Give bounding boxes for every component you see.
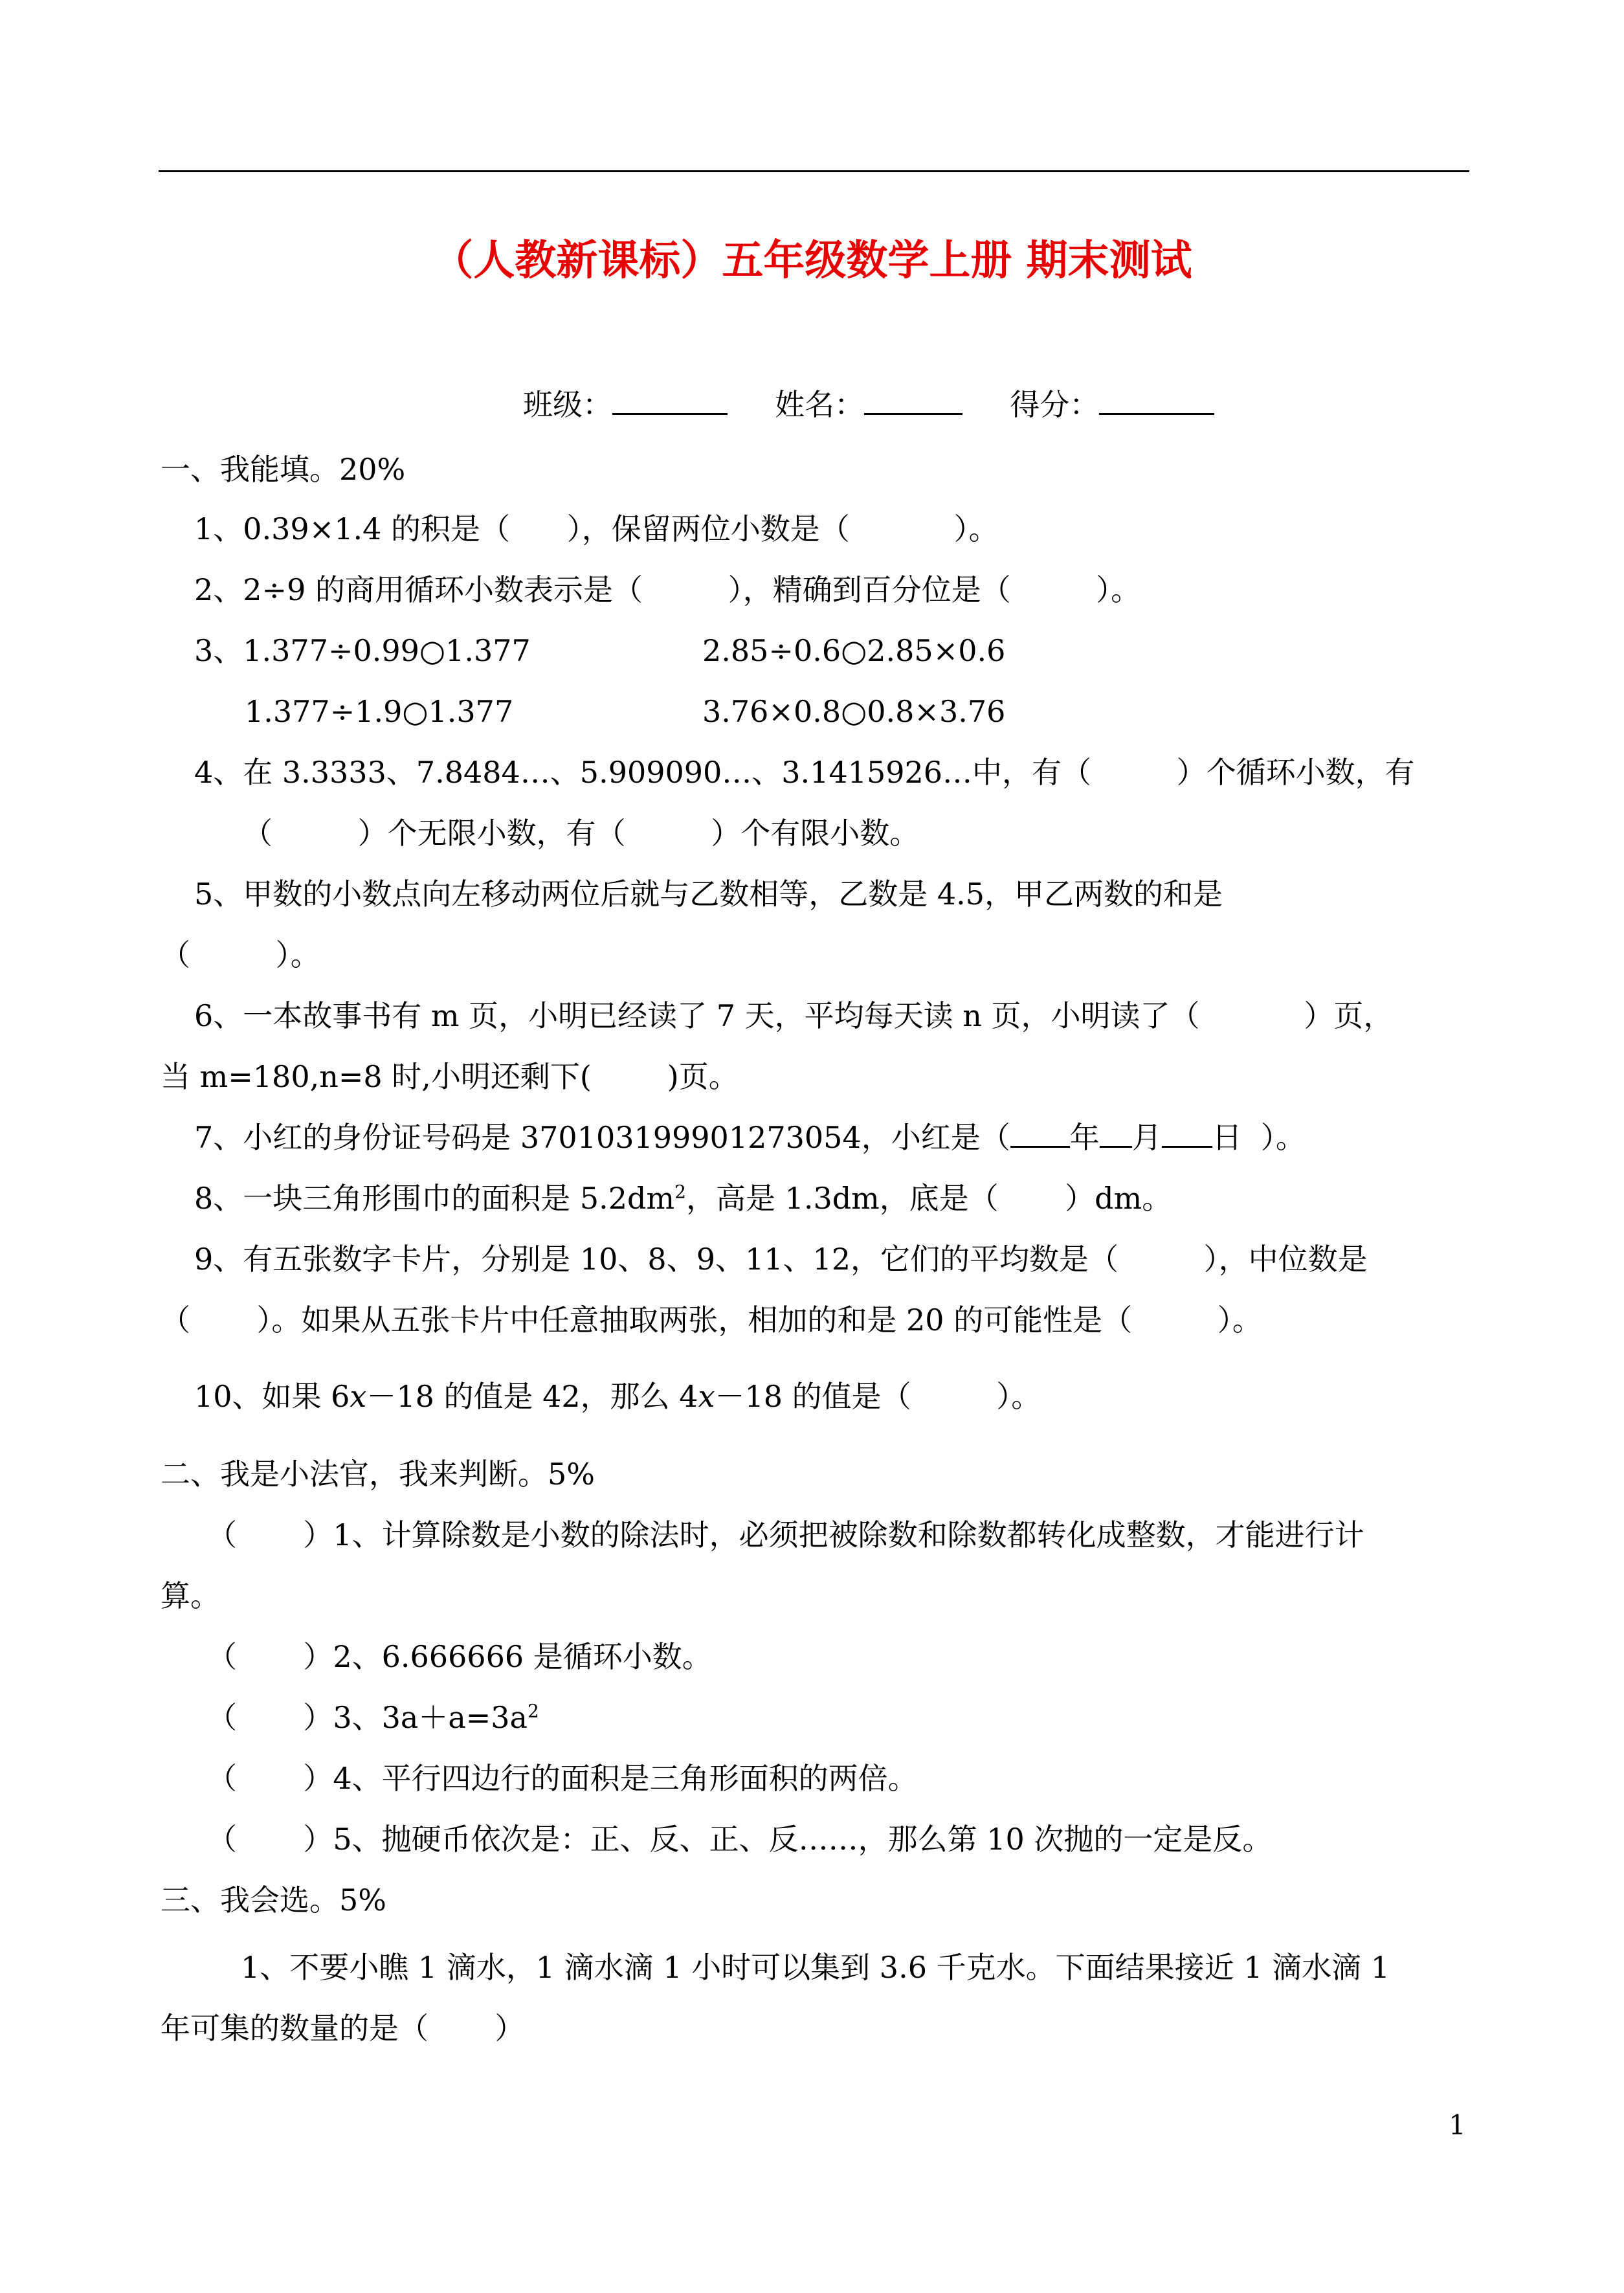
question-5b: （ ）。 [161, 937, 320, 972]
score-label: 得分： [1010, 387, 1100, 422]
question-9b: （ ）。如果从五张卡片中任意抽取两张，相加的和是 20 的可能性是（ ）。 [161, 1303, 1262, 1337]
section3-heading: 三、我会选。5% [161, 1883, 386, 1918]
question-7: 7、小红的身份证号码是 370103199901273054，小红是（ 年 月 日 ）。 [194, 1120, 1306, 1155]
name-label: 姓名： [775, 387, 865, 422]
choice-1b: 年可集的数量的是（ ） [161, 2011, 525, 2046]
question-6a: 6、一本故事书有 m 页，小明已经读了 7 天，平均每天读 n 页，小明读了（ ）页， [194, 998, 1394, 1033]
question-3b: 2.85÷0.6○2.85×0.6 [702, 633, 1006, 668]
student-info-row [523, 387, 1214, 423]
score-blank [1099, 387, 1214, 415]
year-blank [1010, 1120, 1070, 1148]
judge-1a: （ ）1、计算除数是小数的除法时，必须把被除数和除数都转化成整数，才能进行计 [207, 1517, 1364, 1552]
month-blank [1100, 1120, 1132, 1148]
question-3c: 1.377÷1.9○1.377 [245, 694, 514, 729]
question-1: 1、0.39×1.4 的积是（ ），保留两位小数是（ ）。 [194, 511, 999, 546]
section1-heading: 一、我能填。20% [161, 452, 406, 487]
judge-2: （ ）2、6.666666 是循环小数。 [207, 1639, 712, 1674]
class-label: 班级： [523, 387, 612, 422]
day-blank [1162, 1120, 1212, 1148]
question-10: 10、如果 6x－18 的值是 42，那么 4x－18 的值是（ ）。 [194, 1379, 1041, 1414]
judge-3: （ ）3、$3a+a=3a^2$ [207, 1700, 539, 1735]
question-8: 8、一块三角形围巾的面积是 $5.2dm^2$，高是 1.3dm，底是（ ）dm。 [194, 1181, 1172, 1216]
name-blank [864, 387, 962, 415]
question-5a: 5、甲数的小数点向左移动两位后就与乙数相等，乙数是 4.5，甲乙两数的和是 [194, 877, 1223, 912]
page-title: （人教新课标）五年级数学上册 期末测试 [432, 236, 1192, 285]
question-4a: 4、在 3.3333、7.8484…、5.909090…、3.1415926…中，有（ ）个循环小数，有 [194, 755, 1415, 790]
class-blank [612, 387, 728, 415]
page-number: 1 [1449, 2109, 1466, 2141]
question-3a: 3、1.377÷0.99○1.377 [194, 633, 531, 668]
question-3d: 3.76×0.8○0.8×3.76 [702, 694, 1006, 729]
question-9a: 9、有五张数字卡片，分别是 10、8、9、11、12，它们的平均数是（ ），中位数是 [194, 1242, 1368, 1277]
question-4b: （ ）个无限小数，有（ ）个有限小数。 [243, 816, 920, 851]
question-2: 2、2÷9 的商用循环小数表示是（ ），精确到百分位是（ ）。 [194, 572, 1141, 607]
judge-5: （ ）5、抛硬币依次是：正、反、正、反……，那么第 10 次抛的一定是反。 [207, 1822, 1273, 1857]
section2-heading: 二、我是小法官，我来判断。5% [161, 1457, 595, 1492]
header-rule [159, 170, 1469, 172]
choice-1a: 1、不要小瞧 1 滴水，1 滴水滴 1 小时可以集到 3.6 千克水。下面结果接近 1 滴水滴 1 [241, 1950, 1390, 1985]
judge-4: （ ）4、平行四边行的面积是三角形面积的两倍。 [207, 1761, 918, 1796]
question-6b: 当 m=180,n=8 时,小明还剩下( )页。 [161, 1059, 739, 1094]
judge-1b: 算。 [161, 1578, 220, 1613]
